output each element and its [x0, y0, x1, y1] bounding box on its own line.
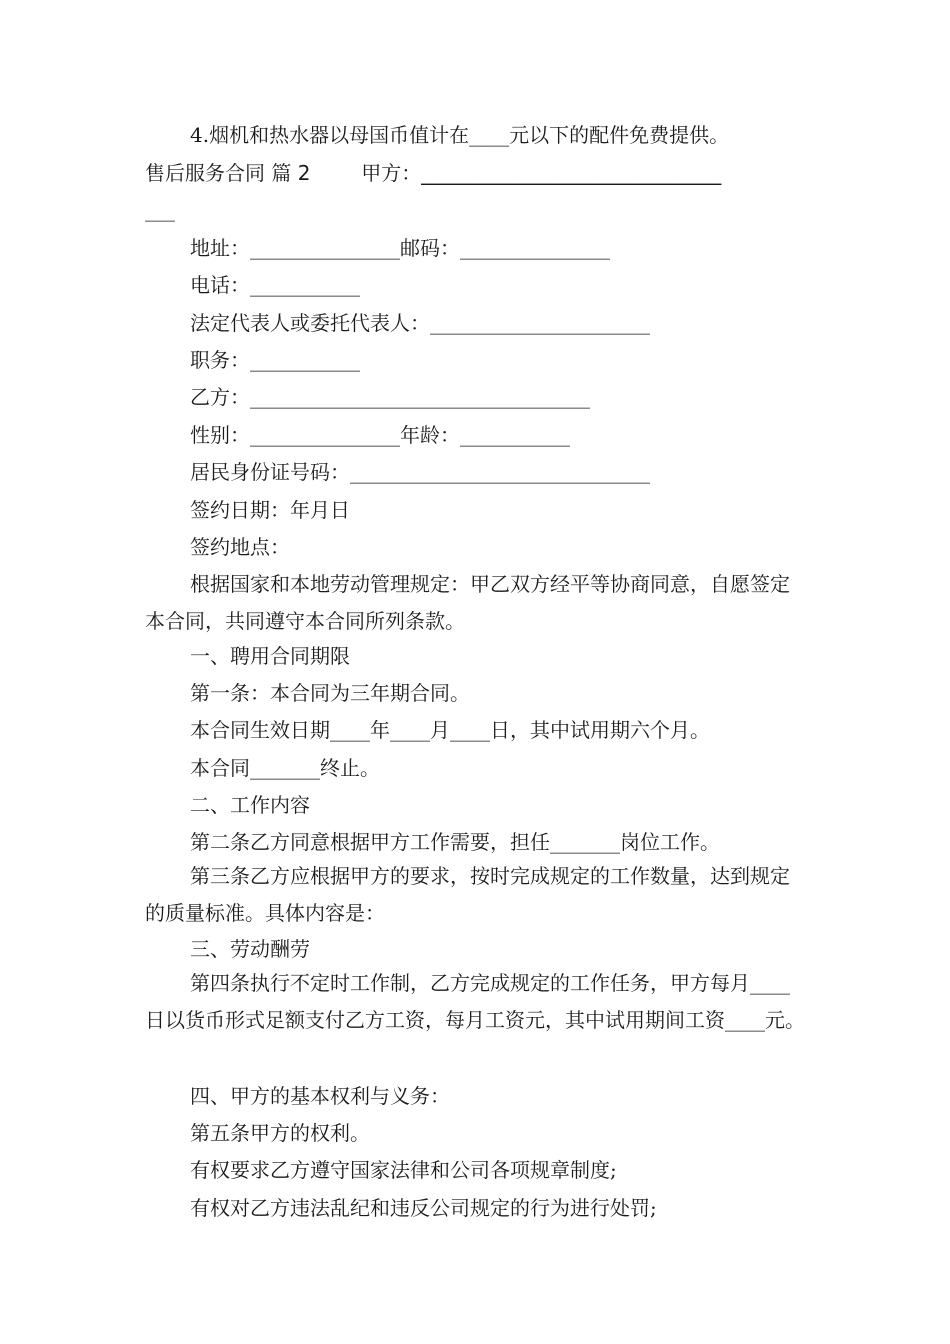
- signing-date-line: 签约日期：年月日: [190, 498, 350, 522]
- party-b-line: 乙方：__________________________________: [190, 385, 590, 409]
- phone-line: 电话：___________: [190, 273, 360, 297]
- section-1-heading: 一、聘用合同期限: [190, 644, 350, 668]
- effective-date-line: 本合同生效日期____年____月____日，其中试用期六个月。: [190, 718, 710, 742]
- id-number-line: 居民身份证号码：______________________________: [190, 460, 650, 484]
- clause-4-line: 4.烟机和热水器以母国币值计在____元以下的配件免费提供。: [190, 123, 730, 147]
- article-5-line: 第五条甲方的权利。: [190, 1121, 370, 1145]
- termination-line: 本合同_______终止。: [190, 756, 380, 780]
- legal-representative-line: 法定代表人或委托代表人：______________________: [190, 311, 650, 335]
- position-line: 职务：___________: [190, 348, 360, 372]
- right-2-line: 有权对乙方违法乱纪和违反公司规定的行为进行处罚;: [190, 1196, 657, 1220]
- article-3-paragraph: 第三条乙方应根据甲方的要求，按时完成规定的工作数量，达到规定的质量标准。具体内容是：: [145, 864, 790, 925]
- gender-age-line: 性别：_______________年龄：___________: [190, 423, 570, 447]
- article-4-paragraph: 第四条执行不定时工作制，乙方完成规定的工作任务，甲方每月____日以货币形式足额支付乙方工资，每月工资元，其中试用期间工资____元。: [145, 971, 805, 1032]
- right-1-line: 有权要求乙方遵守国家法律和公司各项规章制度;: [190, 1158, 617, 1182]
- section-3-heading: 三、劳动酬劳: [190, 937, 310, 961]
- contract-heading-party-a: 售后服务合同 篇 2 甲方：______________________________: [145, 161, 722, 185]
- address-postcode-line: 地址：_______________邮码：_______________: [190, 236, 610, 260]
- section-2-heading: 二、工作内容: [190, 793, 310, 817]
- article-2-line: 第二条乙方同意根据甲方工作需要，担任_______岗位工作。: [190, 830, 720, 854]
- article-1-line: 第一条：本合同为三年期合同。: [190, 681, 470, 705]
- preamble-paragraph: 根据国家和本地劳动管理规定：甲乙双方经平等协商同意，自愿签定本合同，共同遵守本合同所列条款。: [145, 572, 790, 633]
- party-a-underline-continuation: ___: [145, 198, 175, 222]
- signing-place-line: 签约地点：: [190, 535, 290, 559]
- section-4-heading: 四、甲方的基本权利与义务：: [190, 1084, 450, 1108]
